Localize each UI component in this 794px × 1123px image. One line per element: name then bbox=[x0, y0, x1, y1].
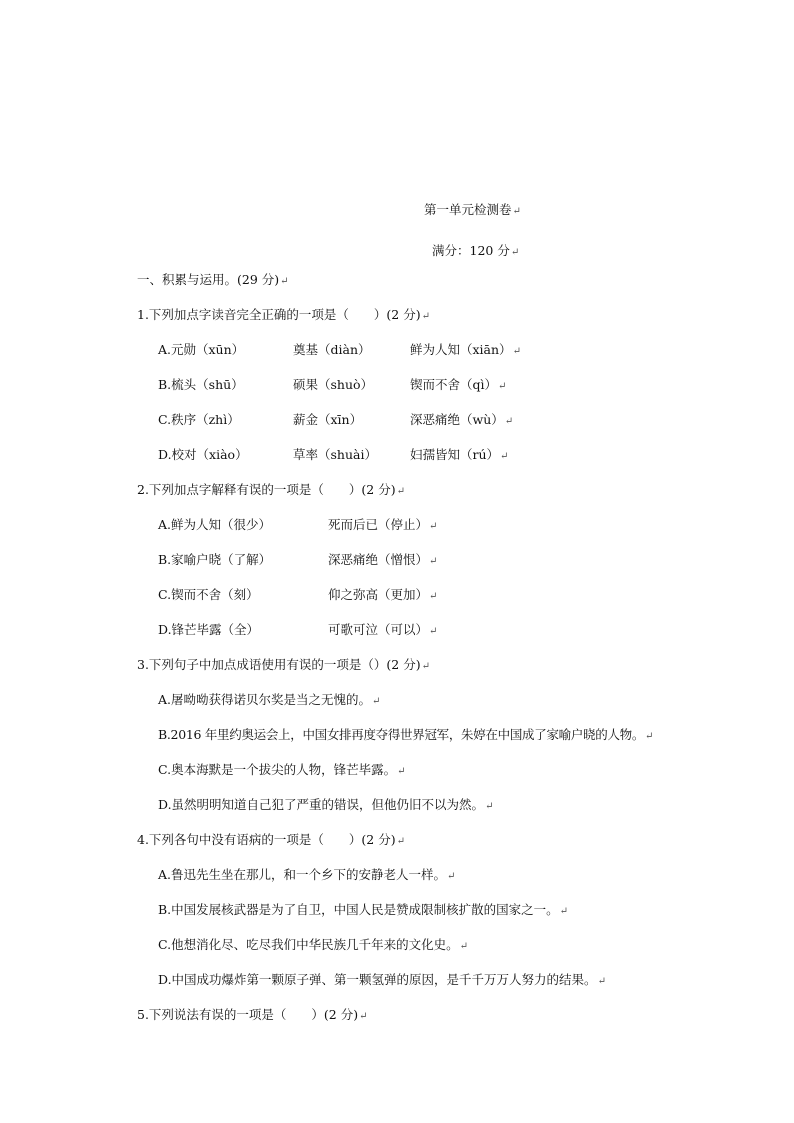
question-3-stem: 3.下列句子中加点成语使用有误的一项是（）(2 分)↵ bbox=[137, 657, 430, 672]
question-3-option-a: A.屠呦呦获得诺贝尔奖是当之无愧的。↵ bbox=[158, 692, 381, 707]
question-3-option-d: D.虽然明明知道自己犯了严重的错误，但他仍旧不以为然。↵ bbox=[158, 797, 494, 812]
page-title: 第一单元检测卷↵ bbox=[424, 202, 521, 217]
question-4-option-d: D.中国成功爆炸第一颗原子弹、第一颗氢弹的原因，是千千万万人努力的结果。↵ bbox=[158, 972, 606, 987]
question-3-option-c: C.奥本海默是一个拔尖的人物，锋芒毕露。↵ bbox=[158, 762, 406, 777]
question-3-option-b: B.2016 年里约奥运会上，中国女排再度夺得世界冠军，朱婷在中国成了家喻户晓的人物。↵ bbox=[158, 727, 654, 742]
question-5-stem: 5.下列说法有误的一项是（ ）(2 分)↵ bbox=[137, 1007, 368, 1022]
question-4-option-a: A.鲁迅先生坐在那儿，和一个乡下的安静老人一样。↵ bbox=[158, 867, 456, 882]
question-4-option-b: B.中国发展核武器是为了自卫，中国人民是赞成限制核扩散的国家之一。↵ bbox=[158, 902, 569, 917]
question-4-stem: 4.下列各句中没有语病的一项是（ ）(2 分)↵ bbox=[137, 832, 405, 847]
question-1-stem: 1.下列加点字读音完全正确的一项是（ ）(2 分)↵ bbox=[137, 307, 430, 322]
question-4-option-c: C.他想消化尽、吃尽我们中华民族几千年来的文化史。↵ bbox=[158, 937, 468, 952]
full-score: 满分：120 分↵ bbox=[432, 243, 520, 258]
question-2-stem: 2.下列加点字解释有误的一项是（ ）(2 分)↵ bbox=[137, 482, 405, 497]
section-heading: 一、积累与运用。(29 分)↵ bbox=[137, 272, 289, 287]
